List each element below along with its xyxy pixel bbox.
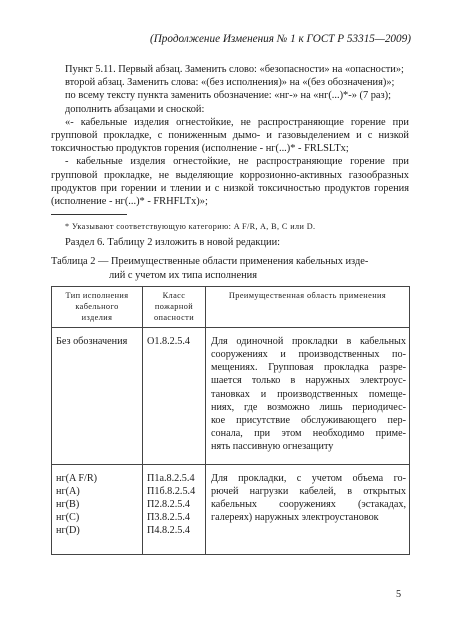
paragraph-supplement: дополнить абзацами и сноской:: [65, 103, 205, 115]
section-6-note: Раздел 6. Таблицу 2 изложить в новой редакции:: [65, 237, 281, 249]
cell-type: нг(A F/R) нг(A) нг(B) нг(C) нг(D): [52, 464, 143, 554]
cell-application: Для прокладки, с учетом объема го- рючей нагрузки кабелей, в открытых кабельных сооружениях (эстакадах, галереях) наружных электроустановок: [206, 464, 410, 554]
table-row: [52, 327, 410, 464]
paragraph-replace-designation: по всему тексту пункта заменить обозначение: «нг-» на «нг(...)*-» (7 раз);: [65, 90, 392, 102]
paragraph-clause-5-11: Пункт 5.11. Первый абзац. Заменить слово: «безопасности» на «опасности»;: [65, 64, 404, 75]
cell-class: П1а.8.2.5.4 П1б.8.2.5.4 П2.8.2.5.4 П3.8.2.5.4 П4.8.2.5.4: [143, 464, 206, 554]
footnote: * Указывают соответствующую категорию: A F/R, A, B, C или D.: [65, 222, 316, 232]
table-caption: Таблица 2 — Преимущественные области применения кабельных изде-: [51, 256, 369, 268]
paragraph-second-indent: второй абзац. Заменить слова: «(без исполнения)» на «(без обозначения)»;: [65, 77, 395, 89]
cell-type: Без обозначения: [52, 327, 143, 464]
page-number: 5: [396, 589, 402, 600]
cell-class: О1.8.2.5.4: [143, 327, 206, 464]
footnote-separator: [51, 214, 127, 215]
table-header-row: [52, 286, 410, 327]
application-table: [51, 286, 410, 555]
header-type: Тип исполнения кабельного изделия: [52, 286, 143, 327]
header-application: Преимущественная область применения: [206, 286, 410, 327]
paragraph-frhflt: - кабельные изделия огнестойкие, не распространяющие горение при групповой прокладке, не выделяющие коррозионно-активных газообразных продуктов при горении и тлении и с низкой токсичностью продуктов горения (исполнение - нг(...)* - FRHFLTх)»;: [51, 156, 409, 208]
paragraph-frlslt: «- кабельные изделия огнестойкие, не распространяющие горение при групповой прокладке, с пониженным дымо- и газовыделением и с низкой токсичностью продуктов горения (исполнение - нг(...)* - FRLSLTх;: [51, 116, 409, 155]
document-body: [51, 63, 409, 555]
header-class: Класс пожарной опасности: [143, 286, 206, 327]
table-row: [52, 464, 410, 554]
table-caption-continuation: лий с учетом их типа исполнения: [109, 269, 257, 281]
cell-application: Для одиночной прокладки в кабельных сооружениях и производственных по- мещениях. Групповая прокладка разре- шается только в наружных электроус- тановках и производственных помеще- ниях, где возможно лишь периодичес- кое присутствие обслуживающего пер- сонала, при этом необходимо приме- нять пассивную огнезащиту: [206, 327, 410, 464]
running-header: (Продолжение Изменения № 1 к ГОСТ Р 53315—2009): [150, 33, 411, 45]
